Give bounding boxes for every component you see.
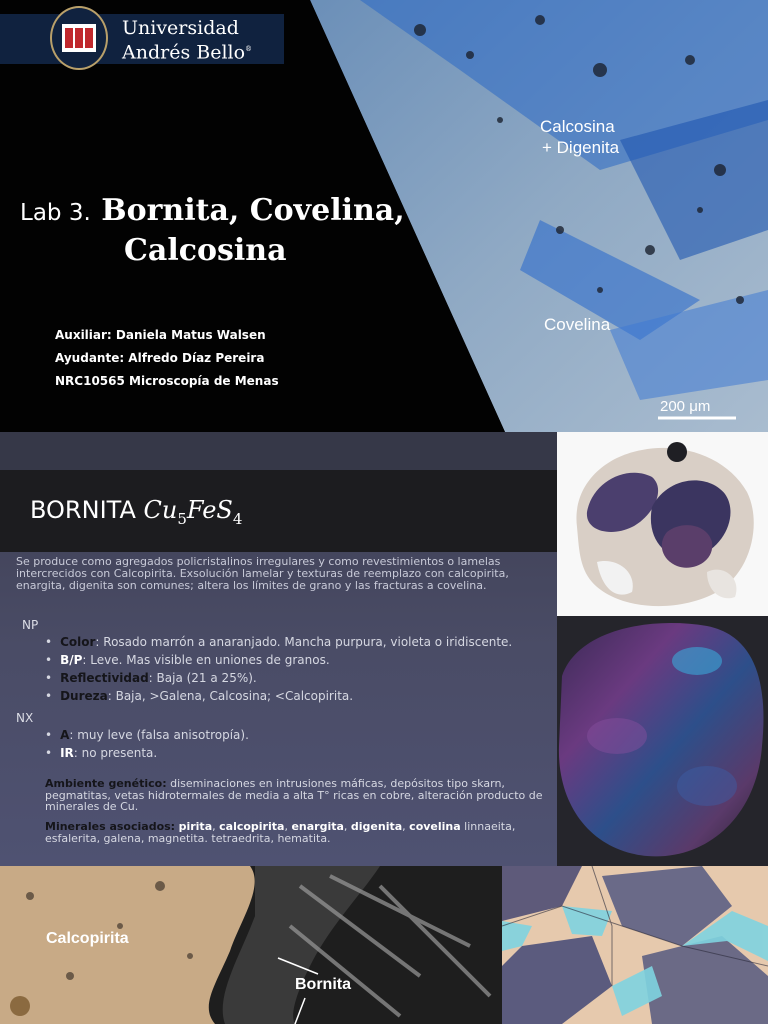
mineral-calcopirita: calcopirita (219, 820, 285, 833)
formula-s-subscript: 4 (232, 509, 243, 528)
bornita-microscope-slide (0, 866, 768, 1024)
np-key-reflectividad: Reflectividad (60, 671, 149, 685)
nx-value-a: muy leve (falsa anisotropía). (77, 728, 249, 742)
nx-sep-ir: : (73, 746, 82, 760)
label-calcosina-line2: + Digenita (542, 138, 620, 157)
bornita-specimen-photo (557, 432, 768, 616)
mineral-sep-2: , (284, 820, 292, 833)
university-name (122, 18, 252, 63)
bornita-iridescent-photo (557, 616, 768, 866)
formula-fe: Fe (186, 496, 217, 524)
credits (55, 324, 279, 393)
np-value-bp: Leve. Mas visible en uniones de granos. (90, 653, 330, 667)
mineral-sep-4: , (402, 820, 410, 833)
np-item-bp (45, 651, 512, 669)
nx-item-a (45, 726, 249, 744)
np-sep-reflectividad: : (148, 671, 157, 685)
label-calcopirita: Calcopirita (46, 930, 129, 947)
mineral-sep-3: , (343, 820, 351, 833)
nx-key-a: A (60, 728, 70, 742)
np-key-dureza: Dureza (60, 689, 108, 703)
university-seal-logo (50, 6, 108, 70)
nx-item-ir (45, 744, 249, 762)
intro-paragraph: Se produce como agregados policristalinos irregulares y como revestimientos o lamelas intercrecidos con Calcopirita. Exsolución lamelar y texturas de reemplazo con calcopirita, enargita, digenita son comunes; altera los límites de grano y las fracturas a covelina. (16, 555, 509, 592)
np-key-bp: B/P (60, 653, 83, 667)
label-calcosina (540, 116, 619, 158)
ambiente-value: diseminaciones en intrusiones máficas, depósitos tipo skarn, pegmatitas, vetas hidrotermales de media a alta T° ricas en cobre, alteración producto de minerales de Cu. (45, 777, 543, 813)
np-sep-dureza: : (107, 689, 116, 703)
top-bar (0, 432, 557, 470)
mineral-digenita: digenita (350, 820, 403, 833)
chemical-formula (143, 496, 243, 528)
formula-s: S (216, 496, 233, 524)
nx-sep-a: : (69, 728, 78, 742)
university-name-line2: Andrés Bello (122, 41, 246, 64)
mineral-enargita: enargita (291, 820, 344, 833)
formula-cu-subscript: 5 (177, 509, 187, 528)
credit-nrc: NRC10565 Microscopía de Menas (55, 374, 279, 388)
np-list (45, 633, 512, 705)
credit-auxiliar: Auxiliar: Daniela Matus Walsen (55, 328, 266, 342)
nx-value-ir: no presenta. (81, 746, 158, 760)
np-key-color: Color (60, 635, 96, 649)
minerales-key: Minerales asociados: (45, 820, 176, 833)
np-value-reflectividad: Baja (21 a 25%). (156, 671, 257, 685)
np-sep-bp: : (82, 653, 91, 667)
np-value-dureza: Baja, >Galena, Calcosina; <Calcopirita. (115, 689, 354, 703)
title-line1: Bornita, Covelina, (101, 193, 405, 228)
label-covelina: Covelina (544, 315, 611, 334)
nx-key-ir: IR (60, 746, 74, 760)
mineral-covelina: covelina (409, 820, 461, 833)
mineral-sep-1: , (212, 820, 220, 833)
registered-mark: ® (245, 45, 253, 53)
nx-list (45, 726, 249, 762)
np-item-color (45, 633, 512, 651)
nx-heading: NX (16, 711, 34, 725)
title-slide (0, 0, 768, 432)
np-item-reflectividad (45, 669, 512, 687)
np-heading: NP (22, 618, 39, 632)
ambiente-genetico (45, 778, 555, 813)
bornita-slide (0, 432, 768, 866)
np-item-dureza (45, 687, 512, 705)
slide-title (20, 192, 405, 270)
minerales-asociados (45, 821, 555, 844)
scale-bar-label: 200 μm (660, 398, 711, 415)
np-value-color: Rosado marrón a anaranjado. Mancha purpura, violeta o iridiscente. (103, 635, 513, 649)
university-name-line1: Universidad (122, 17, 239, 39)
credit-ayudante: Ayudante: Alfredo Díaz Pereira (55, 351, 265, 365)
bornita-title (30, 496, 242, 528)
lab-number: Lab 3. (20, 200, 91, 226)
mineral-pirita: pirita (178, 820, 213, 833)
microscope-image-bornita-texture (502, 866, 768, 1024)
label-bornita: Bornita (295, 976, 351, 993)
title-line2: Calcosina (124, 233, 287, 268)
ambiente-key: Ambiente genético: (45, 777, 167, 790)
formula-cu: Cu (143, 496, 178, 524)
minerales-rest: linnaeita, esfalerita, galena, magnetita. tetraedrita, hematita. (45, 820, 516, 845)
mineral-name: BORNITA (30, 496, 136, 524)
np-sep-color: : (95, 635, 104, 649)
label-calcosina-line1: Calcosina (540, 117, 615, 136)
